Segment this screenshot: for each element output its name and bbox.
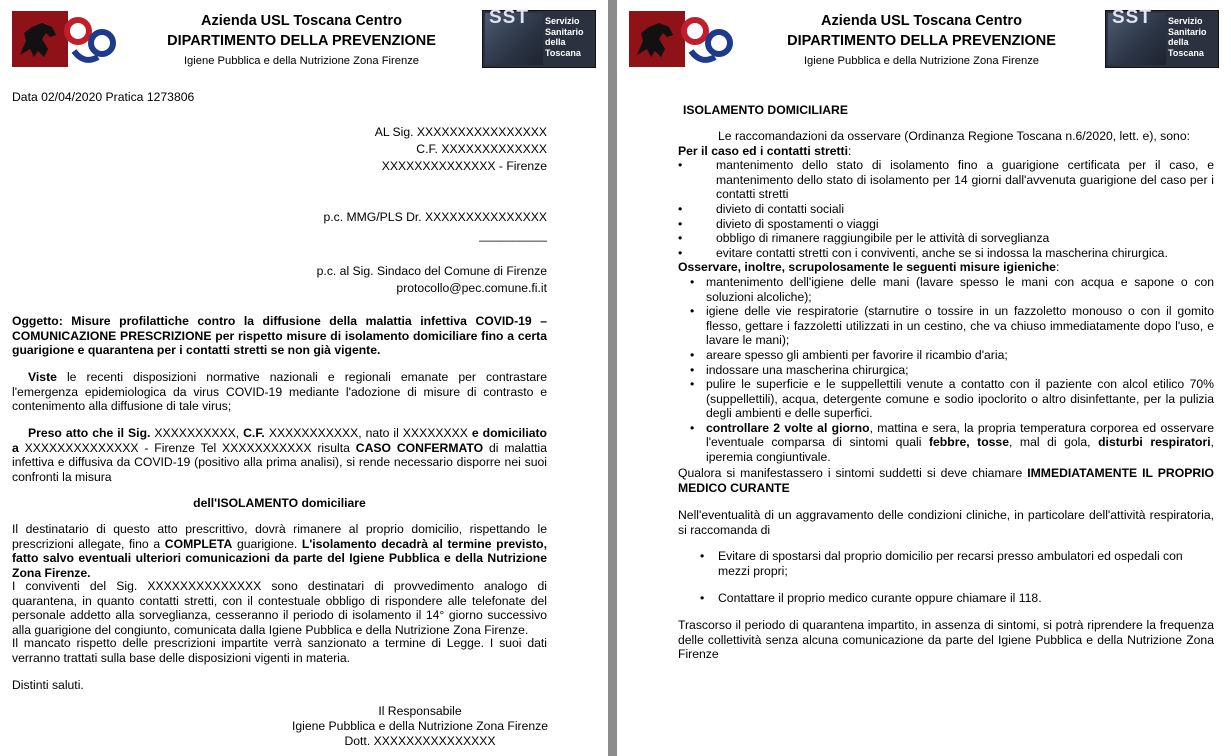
usl-toscana-logo <box>12 11 120 67</box>
final-paragraph: Trascorso il periodo di quarantena impartito, in assenza di sintomi, si potrà riprendere la frequenza delle collettività senza alcuna comunicazione da parte del Igiene Pubblica e della Nutrizione Zona Firenze <box>678 618 1214 662</box>
sst-logo-mark: SST <box>1112 7 1152 28</box>
paragraph-isolamento <box>12 522 547 580</box>
case-heading: Per il caso ed i contatti stretti <box>678 143 848 158</box>
cc-separator: __________ <box>479 228 547 242</box>
preso-8: di malattia infettiva e diffusiva da COVID-19 (positivo alla prima analisi), si rende necessario disporre nei suoi confronti la misura <box>12 440 548 484</box>
list-item: • areare spesso gli ambienti per favorire il ricambio d'aria; <box>690 347 1008 362</box>
subject: Oggetto: Misure profilattiche contro la diffusione della malattia infettiva COVID-19 – COMUNICAZIONE PRESCRIZIONE per rispetto misure di isolamento domiciliare fino a certa guarigione e quarantena per i contatti stretti se non già vigente. <box>12 314 547 358</box>
sst-logo-mark: SST <box>489 7 529 28</box>
paragraph-conviventi: I conviventi del Sig. XXXXXXXXXXXXXX sono destinatari di provvedimento analogo di quarantena, in quanto contatti stretti, con il contestuale obbligo di rispondere alle telefonate del personale addetto alla sorveglianza, cesseranno il periodo di isolamento il 14° giorno successivo alla guarigione del congiunto, comunicata dalla Igiene Pubblica e della Nutrizione Zona Firenze. <box>12 579 547 637</box>
preso-1: Preso atto che il Sig. <box>28 426 151 440</box>
document-page-1 <box>0 0 608 756</box>
cc-email: protocollo@pec.comune.fi.it <box>396 281 547 295</box>
body-3: guarigione. <box>232 536 302 551</box>
preso-6: XXXXXXXXXXXXXX - Firenze Tel XXXXXXXXXXX risulta <box>18 440 356 455</box>
list-item: • obbligo di rimanere raggiungibile per le attività di sorveglianza <box>678 231 1050 246</box>
hygiene-heading-colon: : <box>1055 260 1060 275</box>
paragraph-sanzioni: Il mancato rispetto delle prescrizioni impartite verrà sanzionato a termine di Legge. I suoi dati verranno trattati sulla base delle disposizioni vigenti in materia. <box>12 636 547 665</box>
bullet-icon: • <box>690 347 695 362</box>
bullet-icon: • <box>678 245 683 260</box>
signature-block <box>260 704 580 749</box>
list-item: • indossare una mascherina chirurgica; <box>690 362 909 377</box>
sst-logo <box>1105 7 1219 68</box>
bullet-icon: • <box>690 362 695 377</box>
paragraph-viste <box>12 370 547 414</box>
worsening-paragraph: Nell'eventualità di un aggravamento delle condizioni cliniche, in particolare dell'attività respiratoria, si raccomanda di <box>678 508 1214 537</box>
letterhead <box>629 8 1219 72</box>
sst-logo-text: Servizio Sanitario della Toscana <box>545 16 584 58</box>
document-page-2 <box>617 0 1231 756</box>
body-1: Il destinatario di questo atto prescrittivo, dovrà rimanere al proprio domicilio, rispettando le prescrizioni allegate, fino a <box>12 522 547 551</box>
signature-line: Dott. XXXXXXXXXXXXXXX <box>344 734 496 748</box>
bullet-icon: • <box>700 549 705 563</box>
viste-text: le recenti disposizioni normative nazionali e regionali emanate per contrastare l'emergenza epidemiologica da virus COVID-19 mediante l'adozione di misure di contrasto e contenimento alla diffusione di tale virus; <box>12 370 547 414</box>
paragraph-preso-atto <box>12 426 547 484</box>
bullet-icon: • <box>690 304 695 319</box>
case-heading-colon: : <box>848 143 852 158</box>
closing: Distinti saluti. <box>12 678 84 692</box>
bullet-icon: • <box>700 591 705 606</box>
recipient-line: AL Sig. XXXXXXXXXXXXXXXX <box>374 125 547 139</box>
hygiene-heading-line <box>678 260 1214 275</box>
recipient-line: XXXXXXXXXXXXXX - Firenze <box>381 159 547 173</box>
unit-name: Igiene Pubblica e della Nutrizione Zona Firenze <box>183 55 420 67</box>
preso-2: XXXXXXXXXX, <box>150 426 244 440</box>
preso-7: CASO CONFERMATO <box>355 440 484 455</box>
letterhead <box>12 8 596 72</box>
case-heading-line <box>678 144 1214 159</box>
unit-name: Igiene Pubblica e della Nutrizione Zona Firenze <box>803 55 1040 67</box>
preso-3: C.F. <box>243 426 265 440</box>
list-item: • evitare contatti stretti con i conviventi, anche se si indossa la mascherina chirurgica. <box>678 245 1168 260</box>
section-title: ISOLAMENTO DOMICILIARE <box>683 103 848 117</box>
bullet-icon: • <box>678 158 683 173</box>
dept-name: DIPARTIMENTO DELLA PREVENZIONE <box>167 33 436 49</box>
dept-name: DIPARTIMENTO DELLA PREVENZIONE <box>787 33 1056 49</box>
body-4: L'isolamento decadrà al termine previsto, fatto salvo eventuali ulteriori comunicazioni da parte del Igiene Pubblica e della Nutrizione Zona Firenze. <box>12 536 547 580</box>
bullet-icon: • <box>678 231 683 246</box>
list-item: • divieto di contatti sociali <box>678 201 845 216</box>
cc-mayor: p.c. al Sig. Sindaco del Comune di Firenze <box>316 264 547 278</box>
intro: Le raccomandazioni da osservare (Ordinanza Regione Toscana n.6/2020, lett. e), sono: <box>718 129 1190 143</box>
list-item: • igiene delle vie respiratorie (starnutire o tossire in un fazzoletto monouso o con il gomito flesso, gettare i fazzoletti utilizzati in un cestino, che va chiuso immediatamente dopo l'uso, e lavare le mani); <box>690 304 1214 348</box>
recommendations-block <box>678 129 1214 465</box>
org-name: Azienda USL Toscana Centro <box>821 13 1022 29</box>
list-item: • controllare 2 volte al giorno, mattina e sera, la propria temperatura corporea ed osservare l'eventuale comparsa di sintomi quali febbre, tosse, mal di gola, disturbi respiratori, iperemia congiuntivale. <box>690 420 1215 465</box>
list-item: • Contattare il proprio medico curante oppure chiamare il 118. <box>700 591 1042 606</box>
list-item: • mantenimento dello stato di isolamento fino a guarigione certificata per il caso, e mantenimento dello stato di isolamento per 14 giorni dall'avvenuta guarigione del caso per i contatti stretti <box>678 158 1214 202</box>
recipient-line: C.F. XXXXXXXXXXXXX <box>416 142 547 156</box>
preso-5: e domiciliato a <box>12 426 547 455</box>
cc-doctor: p.c. MMG/PLS Dr. XXXXXXXXXXXXXXX <box>323 210 547 224</box>
sst-logo-text: Servizio Sanitario della Toscana <box>1168 16 1207 58</box>
preso-4: XXXXXXXXXXX, nato il XXXXXXXX <box>264 426 472 440</box>
org-name: Azienda USL Toscana Centro <box>201 13 402 29</box>
sst-logo <box>482 7 596 68</box>
list-item: • divieto di spostamenti o viaggi <box>678 216 879 231</box>
cc-mayor-block <box>317 263 547 297</box>
worsening-list <box>678 549 1214 606</box>
viste-lead: Viste <box>28 370 57 384</box>
bullet-icon: • <box>690 274 695 289</box>
list-item: • pulire le superficie e le suppellettili venute a contatto con il paziente con alcol etilico 70% (suppellettili), acqua, detergente comune e sodio ipoclorito o altro disinfettante, per la pulizia degli ambienti e delle superfici. <box>690 377 1214 421</box>
recipient-block <box>375 124 547 175</box>
signature-line: Il Responsabile <box>378 704 462 718</box>
list-item: • mantenimento dell'igiene delle mani (lavare spesso le mani con acqua e sapone o con soluzioni alcoliche); <box>690 274 1214 304</box>
usl-toscana-logo <box>629 11 737 67</box>
bullet-icon: • <box>690 377 695 392</box>
call-doctor-paragraph: Qualora si manifestassero i sintomi suddetti si deve chiamare IMMEDIATAMENTE IL PROPRIO MEDICO CURANTE <box>678 466 1214 495</box>
measure-title: dell'ISOLAMENTO domiciliare <box>193 496 366 510</box>
body-2: COMPLETA <box>164 536 233 551</box>
bullet-icon: • <box>690 420 695 435</box>
date-line: Data 02/04/2020 Pratica 1273806 <box>12 90 195 104</box>
bullet-icon: • <box>678 201 683 216</box>
list-item: • Evitare di spostarsi dal proprio domicilio per recarsi presso ambulatori ed ospedali con mezzi propri; <box>700 549 1183 578</box>
bullet-icon: • <box>678 216 683 231</box>
signature-line: Igiene Pubblica e della Nutrizione Zona Firenze <box>291 719 549 733</box>
hygiene-heading: Osservare, inoltre, scrupolosamente le seguenti misure igieniche <box>678 260 1056 275</box>
